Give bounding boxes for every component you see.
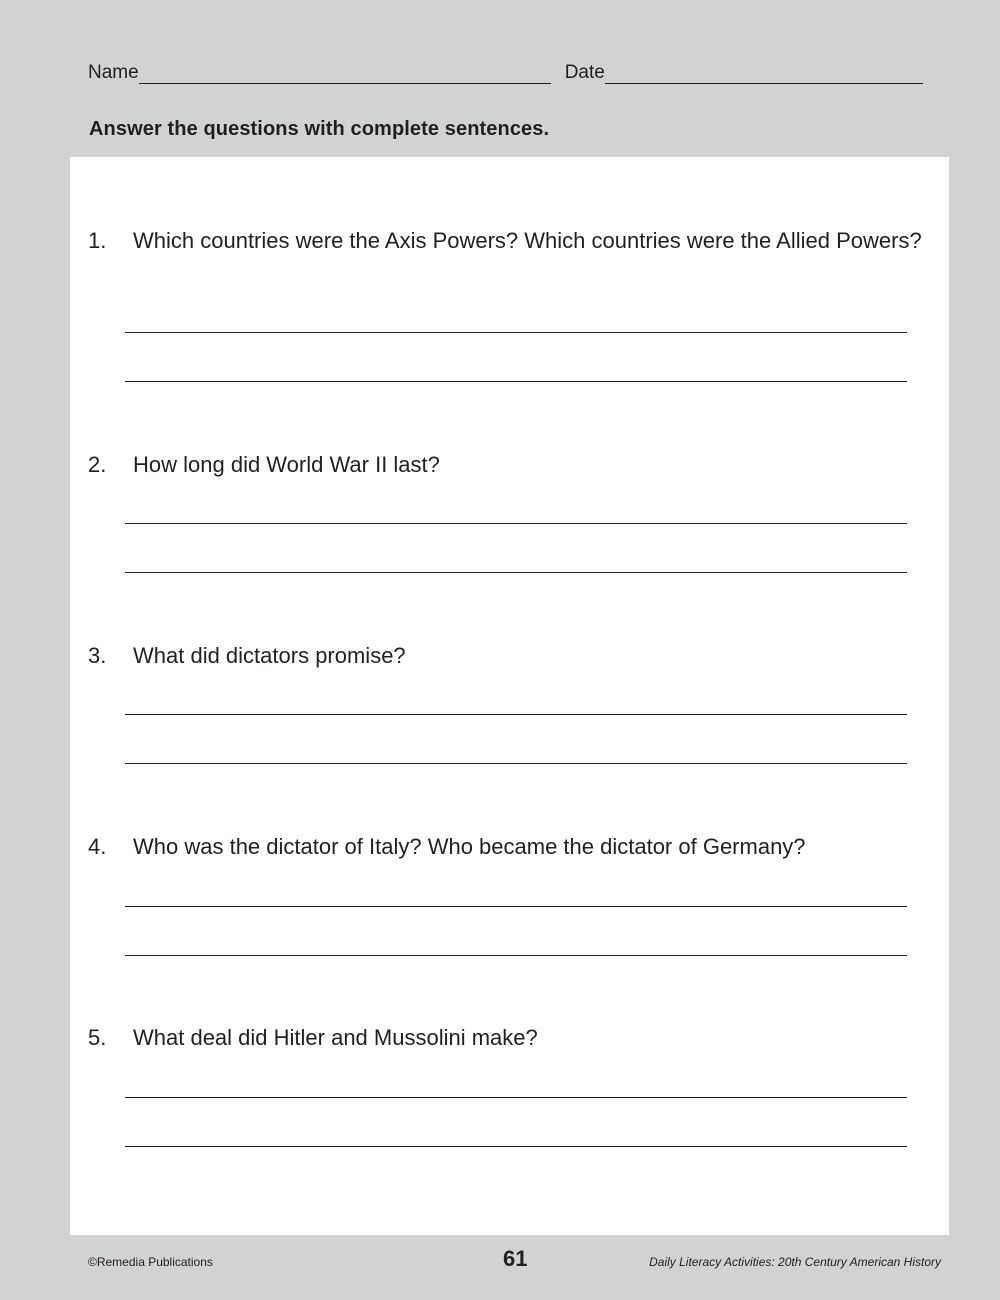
- question-text: Who was the dictator of Italy? Who became the dictator of Germany?: [133, 834, 806, 859]
- instructions: Answer the questions with complete sentences.: [89, 118, 550, 140]
- question-text: How long did World War II last?: [133, 452, 440, 477]
- answer-line[interactable]: [125, 381, 907, 382]
- date-label: Date: [564, 62, 605, 83]
- answer-line[interactable]: [125, 572, 907, 573]
- answer-line[interactable]: [125, 1146, 907, 1147]
- name-write-line[interactable]: [139, 63, 551, 84]
- question-text: What did dictators promise?: [133, 643, 406, 668]
- question-text: What deal did Hitler and Mussolini make?: [133, 1025, 538, 1050]
- answer-line[interactable]: [125, 1097, 907, 1098]
- question-number: 2.: [88, 452, 107, 477]
- question-text: Which countries were the Axis Powers? Which countries were the Allied Powers?: [133, 228, 922, 253]
- answer-line[interactable]: [125, 714, 907, 715]
- question-number: 5.: [88, 1025, 107, 1050]
- header-fields: [88, 58, 936, 84]
- answer-line[interactable]: [125, 763, 907, 764]
- question-panel: [70, 157, 949, 1235]
- answer-line[interactable]: [125, 955, 907, 956]
- date-field[interactable]: [565, 62, 923, 84]
- name-field[interactable]: [88, 62, 551, 84]
- name-label: Name: [88, 62, 139, 83]
- question-number: 3.: [88, 643, 107, 668]
- answer-line[interactable]: [125, 523, 907, 524]
- question-number: 4.: [88, 834, 107, 859]
- publisher-credit: ©Remedia Publications: [88, 1255, 213, 1269]
- page-footer: [0, 1244, 1000, 1274]
- answer-line[interactable]: [125, 906, 907, 907]
- page-number: 61: [503, 1246, 528, 1271]
- question-number: 1.: [88, 228, 107, 253]
- answer-line[interactable]: [125, 332, 907, 333]
- date-write-line[interactable]: [605, 63, 923, 84]
- book-title: Daily Literacy Activities: 20th Century American History: [649, 1255, 941, 1269]
